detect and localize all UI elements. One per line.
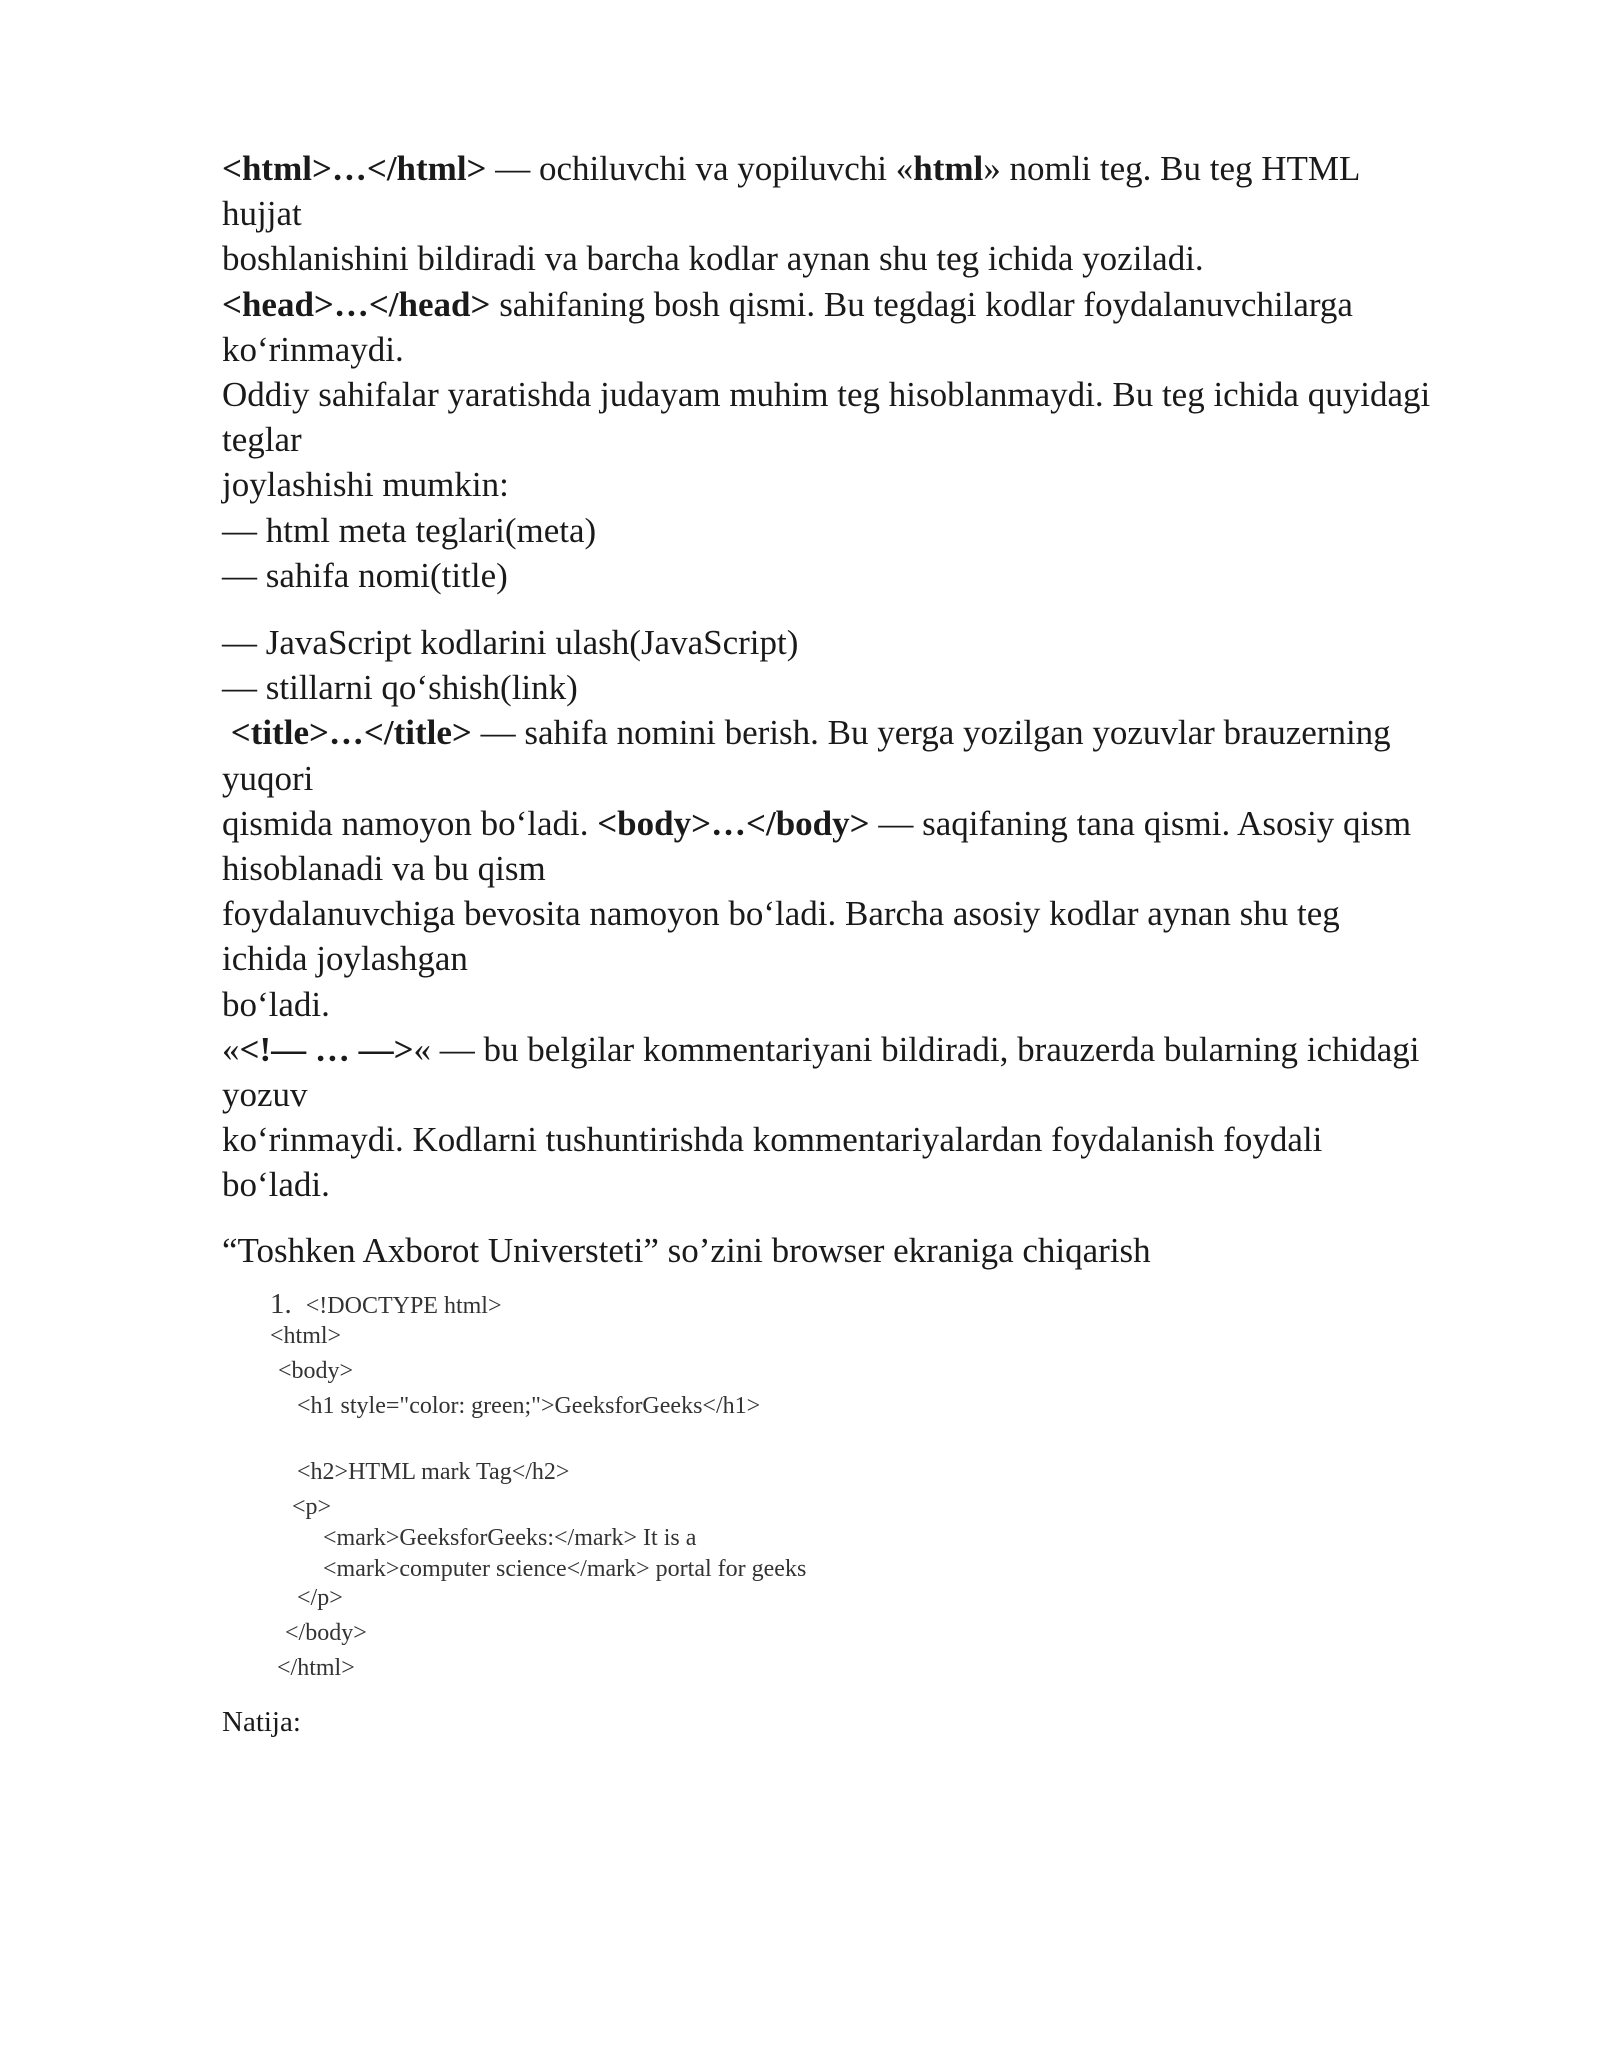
paragraph-title-line-2: yuqori: [222, 758, 314, 798]
paragraph-comment-line-1: «<!— … —>« — bu belgilar kommentariyani bildiradi, brauzerda bularning ichidagi: [222, 1029, 1420, 1069]
code-line: <h2>HTML mark Tag</h2>: [297, 1458, 570, 1485]
code-line: <p>: [292, 1493, 332, 1520]
paragraph-html-line-1: <html>…</html> — ochiluvchi va yopiluvchi «html» nomli teg. Bu teg HTML: [222, 149, 1361, 188]
paragraph-title-line-7: boʻladi.: [222, 984, 330, 1024]
paragraph-html-line-3: boshlanishini bildiradi va barcha kodlar aynan shu teg ichida yoziladi.: [222, 239, 1204, 279]
paragraph-title-line-6: ichida joylashgan: [222, 939, 468, 979]
code-line: 1. <!DOCTYPE html>: [270, 1287, 502, 1320]
paragraph-title-line-3: qismida namoyon boʻladi. <body>…</body> — saqifaning tana qismi. Asosiy qism: [222, 803, 1412, 843]
paragraph-head-line-5: joylashishi mumkin:: [222, 465, 509, 505]
head-list-item: — JavaScript kodlarini ulash(JavaScript): [222, 623, 799, 663]
head-tag-label: <head>…</head>: [222, 284, 491, 324]
head-list-item: — html meta teglari(meta): [222, 510, 597, 550]
task-heading: “Toshken Axborot Universteti” so’zini browser ekraniga chiqarish: [222, 1230, 1151, 1270]
paragraph-head-line-3: Oddiy sahifalar yaratishda judayam muhim teg hisoblanmaydi. Bu teg ichida quyidagi: [222, 375, 1431, 415]
head-list-item: — stillarni qoʻshish(link): [222, 668, 578, 708]
paragraph-comment-line-4: boʻladi.: [222, 1165, 330, 1205]
title-tag-label: <title>…</title>: [230, 713, 472, 753]
list-number: 1.: [270, 1287, 292, 1320]
paragraph-head-line-2: koʻrinmaydi.: [222, 329, 404, 369]
result-label: Natija:: [222, 1706, 301, 1738]
document-page: [222, 146, 1522, 1738]
body-tag-label: <body>…</body>: [597, 803, 870, 843]
paragraph-comment-line-2: yozuv: [222, 1075, 308, 1115]
html-tag-label: <html>…</html>: [222, 149, 487, 188]
code-line: </html>: [277, 1654, 355, 1681]
head-list-item: — sahifa nomi(title): [222, 555, 508, 595]
paragraph-head-line-4: teglar: [222, 420, 302, 460]
paragraph-html-line-2: hujjat: [222, 194, 302, 234]
code-line: <mark>computer science</mark> portal for geeks: [323, 1555, 807, 1582]
spacer: [222, 598, 1522, 620]
code-line: <mark>GeeksforGeeks:</mark> It is a: [323, 1524, 697, 1551]
code-line: <body>: [278, 1357, 354, 1384]
paragraph-comment-line-3: koʻrinmaydi. Kodlarni tushuntirishda kommentariyalardan foydalanish foydali: [222, 1120, 1323, 1160]
comment-tag-label: <!— … —>: [239, 1029, 414, 1069]
code-line: <h1 style="color: green;">GeeksforGeeks</h1>: [297, 1392, 761, 1419]
paragraph-title-line-5: foydalanuvchiga bevosita namoyon boʻladi. Barcha asosiy kodlar aynan shu teg: [222, 894, 1340, 934]
code-line: <html>: [270, 1322, 342, 1349]
code-line: </body>: [285, 1619, 367, 1646]
paragraph-title-line-1: <title>…</title> — sahifa nomini berish. Bu yerga yozilgan yozuvlar brauzerning: [230, 713, 1391, 753]
code-line: </p>: [297, 1584, 343, 1611]
paragraph-title-line-4: hisoblanadi va bu qism: [222, 849, 546, 889]
paragraph-head-line-1: <head>…</head> sahifaning bosh qismi. Bu tegdagi kodlar foydalanuvchilarga: [222, 284, 1353, 324]
code-listing: [222, 1289, 1522, 1709]
